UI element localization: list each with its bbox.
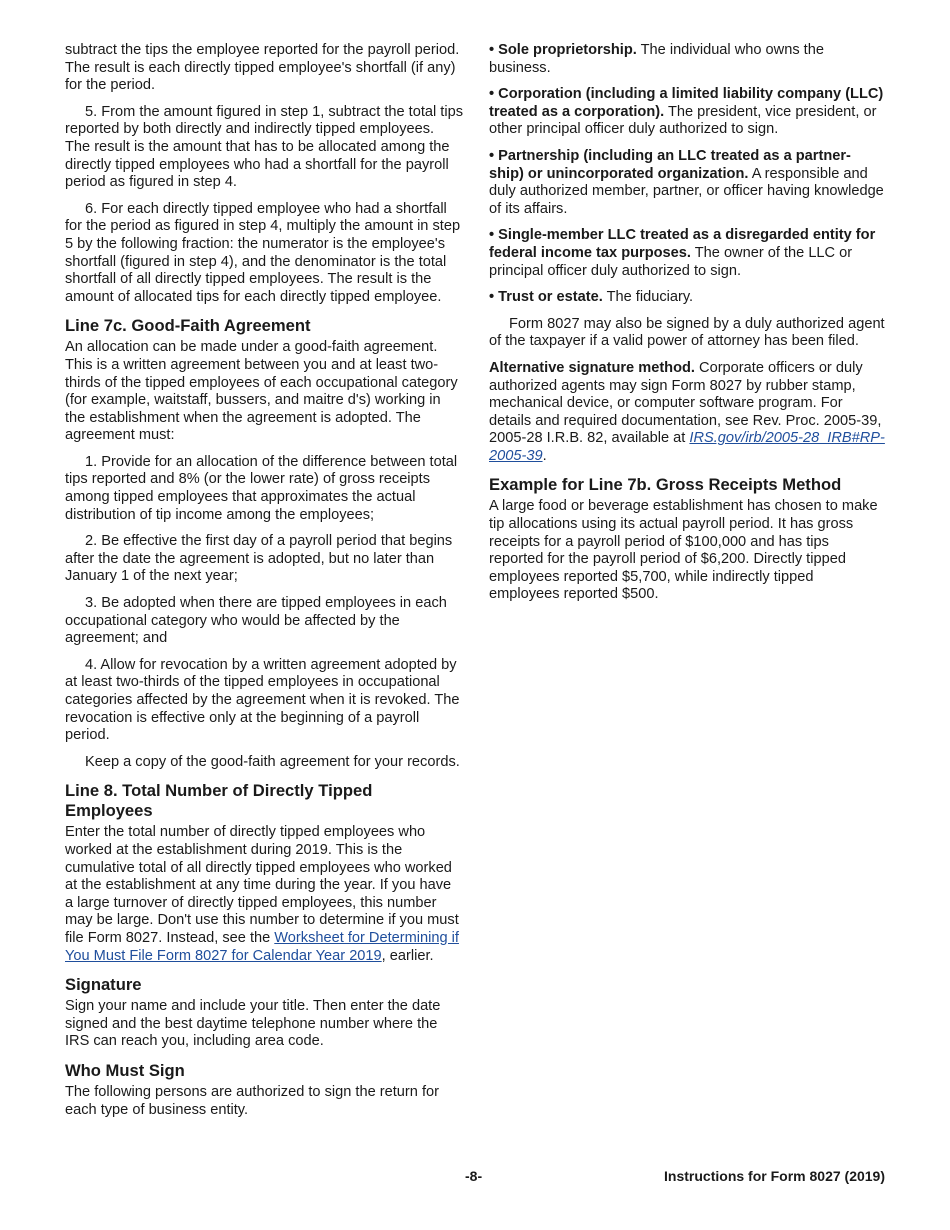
entity-text: The owner of the LLC or principal officer duly authorized to sign. [489, 244, 853, 279]
paragraph: The following persons are authorized to sign the return for each type of business entity. [65, 1083, 439, 1118]
paragraph: An allocation can be made under a good-faith agreement. This is a written agreement between you and at least two-thirds of the tipped employees of each occupational category (for example, waitstaff, bussers, and maitre d's) working in the establishment when the agreement is adopted. The agreement must: [65, 339, 458, 444]
entity-item [489, 42, 885, 77]
paragraph: subtract the tips the employee reported for the payroll period. The result is each directly tipped employee's shortfall (if any) for the period. [65, 42, 460, 94]
entity-item [489, 227, 885, 280]
entity-label: • Trust or estate. [489, 289, 603, 306]
paragraph [65, 824, 463, 965]
entity-label: • Corporation (including a limited liability company (LLC) treated as a corporation). [489, 86, 884, 120]
heading-line-7c: Line 7c. Good-Faith Agreement [65, 316, 311, 336]
paragraph: Sign your name and include your title. Then enter the date signed and the best daytime telephone number where the IRS can reach you, including area code. [65, 998, 441, 1050]
step-5: 5. From the amount figured in step 1, subtract the total tips reported by both directly and indirectly tipped employees. The result is the amount that has to be allocated among the directly tipped employees who had a shortfall for the payroll period as figured in step 4. [65, 103, 464, 191]
left-column [65, 42, 463, 1128]
document-title: Instructions for Form 8027 (2019) [664, 1168, 885, 1184]
entity-text: The president, vice president, or other principal officer duly authorized to sign. [489, 103, 877, 138]
heading-signature: Signature [65, 975, 142, 995]
entity-item [489, 148, 885, 218]
page-number: -8- [465, 1168, 483, 1184]
paragraph [489, 360, 885, 466]
paragraph-tail: . [542, 447, 547, 464]
entity-text: A responsible and duly authorized member, partner, or officer having knowledge of its affairs. [489, 165, 884, 217]
agreement-item-3: 3. Be adopted when there are tipped employees in each occupational category who would be affected by the agreement; and [65, 595, 447, 647]
paragraph-text: Enter the total number of directly tipped employees who worked at the establishment during 2019. This is the cumulative total of all directly tipped employees who worked at the establishment at any time during the year. If you have a large turnover of directly tipped employees, this number may be large. Don't use this number to determine if you must file Form 8027. Instead, see the [65, 824, 459, 946]
entity-text: The fiduciary. [602, 289, 694, 306]
agreement-item-2: 2. Be effective the first day of a payroll period that begins after the date the agreement is adopted, but no later than January 1 of the next year; [65, 533, 453, 585]
paragraph: Form 8027 may also be signed by a duly authorized agent of the taxpayer if a valid power of attorney has been filed. [489, 315, 885, 350]
heading-who-must-sign: Who Must Sign [65, 1060, 185, 1080]
entity-item [489, 86, 885, 139]
paragraph-text: Corporate officers or duly authorized agents may sign Form 8027 by rubber stamp, mechanical device, or computer software program. For details and required documentation, see Rev. Proc. 2005-39, 2005-28 I.R.B. 82, available at [489, 359, 882, 447]
right-column [489, 42, 885, 613]
step-6: 6. For each directly tipped employee who had a shortfall for the period as figured in step 4, multiply the amount in step 5 by the following fraction: the numerator is the employee's shortfall (figured in step 4), and the denominator is the total shortfall of all directly tipped employees. The result is the amount of allocated tips for each directly tipped employee. [65, 200, 461, 305]
paragraph-tail: , earlier. [381, 947, 434, 964]
heading-line-8: Line 8. Total Number of Directly Tipped Employees [65, 781, 373, 821]
worksheet-link[interactable]: Worksheet for Determining if You Must File Form 8027 for Calendar Year 2019 [65, 929, 459, 964]
entity-label: • Partnership (including an LLC treated as a partner-ship) or unincorporated organization. [489, 147, 851, 182]
agreement-item-4: 4. Allow for revocation by a written agreement adopted by at least two-thirds of the tipped employees in occupational categories affected by the agreement when it is revoked. The revocation is effective only at the beginning of a payroll period. [65, 656, 460, 744]
entity-item [489, 289, 885, 307]
agreement-item-1: 1. Provide for an allocation of the difference between total tips reported and 8% (or the lower rate) of gross receipts among tipped employees that approximates the actual distribution of tip income among the employees; [65, 453, 458, 523]
entity-text: The individual who owns the business. [489, 42, 824, 76]
entity-label: • Sole proprietorship. [489, 42, 637, 58]
irs-link[interactable]: IRS.gov/irb/2005-28_IRB#RP-2005-39 [489, 430, 885, 464]
entity-label: • Single-member LLC treated as a disregarded entity for federal income tax purposes. [489, 227, 876, 261]
paragraph: A large food or beverage establishment has chosen to make tip allocations using its actual payroll period. It has gross receipts for a payroll period of $100,000 and has tips reported for the payroll period of $6,200. Directly tipped employees reported $5,700, while indirectly tipped employees reported $500. [489, 498, 878, 603]
heading-example: Example for Line 7b. Gross Receipts Method [489, 475, 842, 495]
paragraph: Keep a copy of the good-faith agreement for your records. [85, 753, 460, 770]
run-in-heading: Alternative signature method. [489, 359, 695, 376]
